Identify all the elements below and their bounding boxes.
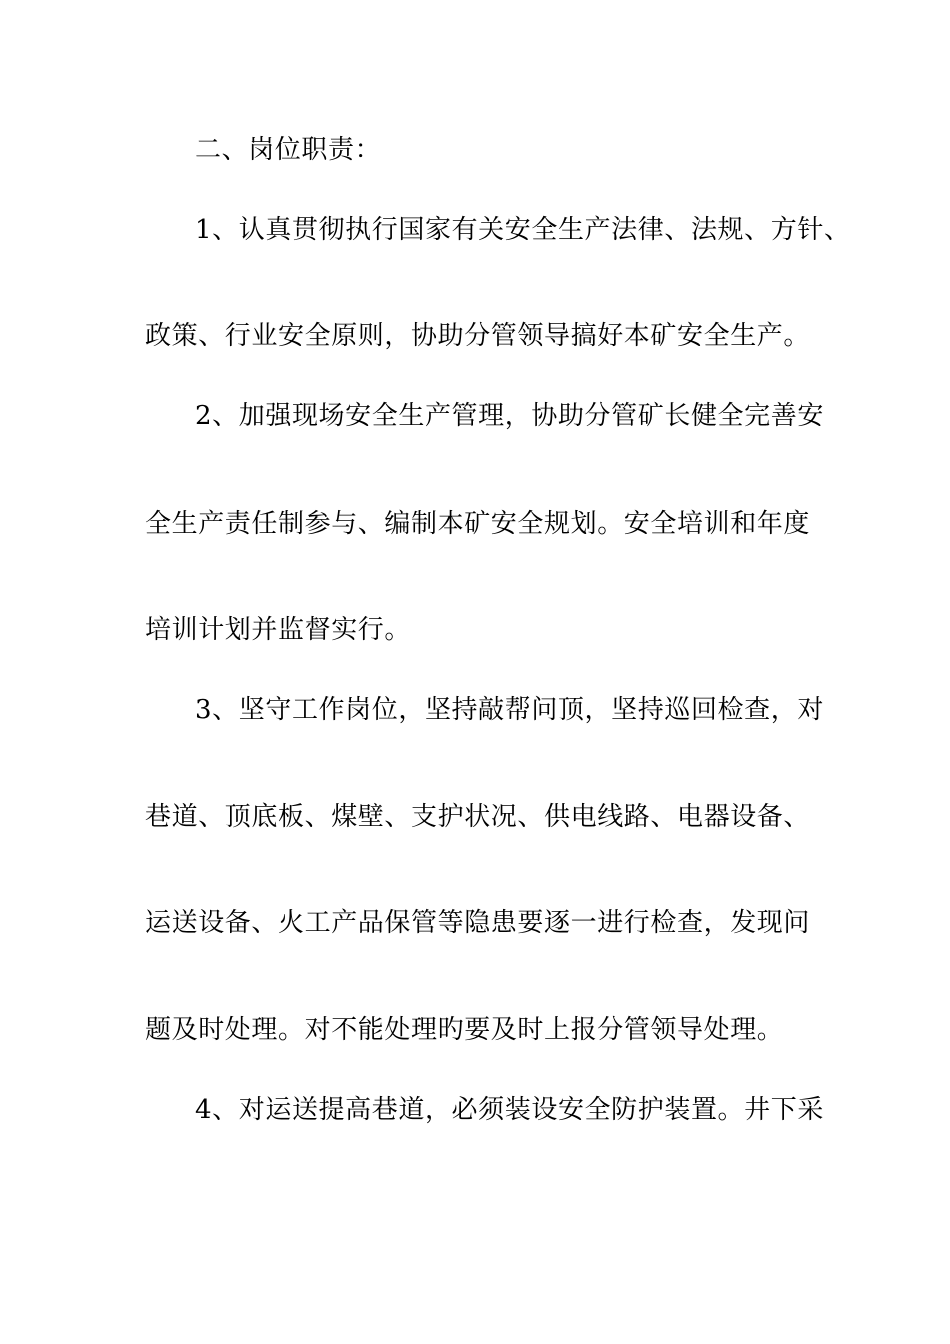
paragraph-line: 3、坚守工作岗位，坚持敲帮问顶，坚持巡回检查，对 — [195, 695, 824, 725]
paragraph-line: 2、加强现场安全生产管理，协助分管矿长健全完善安 — [195, 401, 824, 431]
paragraph-line: 4、对运送提高巷道，必须装设安全防护装置。井下采 — [195, 1095, 824, 1125]
paragraph-line: 运送设备、火工产品保管等隐患要逐一进行检查，发现问 — [145, 908, 811, 938]
paragraph-line: 1、认真贯彻执行国家有关安全生产法律、法规、方针、 — [195, 215, 851, 245]
paragraph-line: 巷道、顶底板、煤壁、支护状况、供电线路、电器设备、 — [145, 802, 811, 832]
section-heading: 二、岗位职责： — [195, 135, 382, 165]
paragraph-line: 题及时处理。对不能处理旳要及时上报分管领导处理。 — [145, 1015, 784, 1045]
paragraph-line: 全生产责任制参与、编制本矿安全规划。安全培训和年度 — [145, 509, 811, 539]
paragraph-line: 培训计划并监督实行。 — [145, 615, 412, 645]
paragraph-line: 政策、行业安全原则，协助分管领导搞好本矿安全生产。 — [145, 321, 811, 351]
